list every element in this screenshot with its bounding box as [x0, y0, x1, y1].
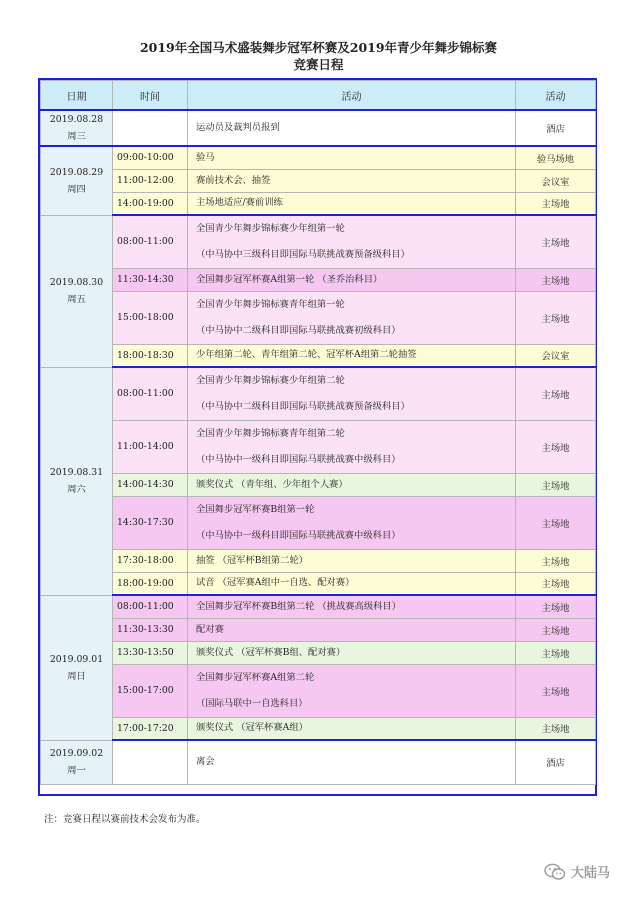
- activity-text: 抽签 （冠军杯B组第二轮）: [196, 554, 309, 566]
- location-cell: 会议室: [516, 344, 596, 367]
- table-header-row: [41, 81, 596, 111]
- activity-text: 赛前技术会、抽签: [196, 174, 271, 186]
- table-row: [41, 641, 596, 664]
- location-cell: 验马场地: [516, 146, 596, 169]
- location-cell: 酒店: [516, 740, 596, 784]
- table-row: [41, 291, 596, 344]
- activity-cell: [188, 268, 516, 291]
- activity-text: 运动员及裁判员报到: [196, 122, 280, 133]
- header-location: 活动: [516, 81, 596, 111]
- location-cell: 主场地: [516, 572, 596, 595]
- date-text: 2019.08.29: [49, 166, 104, 178]
- activity-cell: [188, 169, 516, 192]
- location-cell: 主场地: [516, 192, 596, 215]
- activity-text: 全国舞步冠军杯赛B组第一轮: [196, 503, 315, 515]
- table-row: [41, 367, 596, 420]
- table-row: [41, 268, 596, 291]
- table-row: [41, 110, 596, 146]
- activity-text: 全国青少年舞步锦标赛少年组第二轮: [196, 374, 345, 386]
- table-row: [41, 717, 596, 740]
- wechat-icon: [544, 863, 566, 881]
- activity-cell: [188, 420, 516, 473]
- date-text: 2019.09.01: [49, 653, 104, 665]
- activity-text: 颁奖仪式 （冠军杯赛B组、配对赛）: [196, 646, 346, 658]
- activity-cell: [188, 367, 516, 420]
- weekday-text: 周六: [67, 484, 86, 495]
- table-row: [41, 572, 596, 595]
- location-cell: 主场地: [516, 367, 596, 420]
- table-row: [41, 420, 596, 473]
- location-cell: 主场地: [516, 473, 596, 496]
- time-cell: 11:00-12:00: [113, 169, 188, 192]
- document-title: 2019年全国马术盛装舞步冠军杯赛及2019年青少年舞步锦标赛: [139, 40, 498, 55]
- activity-cell: [188, 595, 516, 618]
- activity-text: 颁奖仪式 （冠军杯赛A组）: [196, 722, 308, 734]
- activity-cell: [188, 110, 516, 146]
- activity-subtext: （中马协中一级科目即国际马联挑战赛中级科目）: [196, 529, 401, 541]
- location-cell: 主场地: [516, 618, 596, 641]
- activity-cell: [188, 641, 516, 664]
- time-cell: 08:00-11:00: [113, 595, 188, 618]
- weekday-text: 周四: [67, 183, 86, 195]
- table-row: [41, 595, 596, 618]
- time-cell: 11:30-13:30: [113, 618, 188, 641]
- activity-cell: [188, 717, 516, 740]
- time-cell: 15:00-18:00: [113, 291, 188, 344]
- location-cell: 主场地: [516, 549, 596, 572]
- table-row: [41, 146, 596, 169]
- footnote: 注：竞赛日程以赛前技术会发布为准。: [44, 814, 206, 825]
- date-cell: [41, 595, 113, 740]
- date-text: 2019.08.31: [49, 467, 104, 478]
- location-cell: 主场地: [516, 496, 596, 549]
- activity-text: 颁奖仪式 （青年组、少年组个人赛）: [196, 478, 348, 490]
- table-row: [41, 664, 596, 717]
- activity-text: 全国青少年舞步锦标赛青年组第一轮: [196, 298, 345, 310]
- watermark: [544, 862, 610, 881]
- time-cell: [113, 740, 188, 784]
- activity-cell: [188, 572, 516, 595]
- activity-text: 全国舞步冠军杯赛A组第一轮 （圣乔治科目）: [196, 273, 383, 285]
- activity-cell: [188, 496, 516, 549]
- activity-cell: [188, 192, 516, 215]
- activity-cell: [188, 618, 516, 641]
- weekday-text: 周一: [67, 765, 86, 776]
- location-cell: 主场地: [516, 268, 596, 291]
- table-row: [41, 215, 596, 268]
- activity-subtext: （中马协中二级科目即国际马联挑战赛预备级科目）: [196, 400, 410, 412]
- date-cell: [41, 215, 113, 367]
- weekday-text: 周三: [67, 131, 86, 142]
- time-cell: 11:00-14:00: [113, 420, 188, 473]
- time-cell: 08:00-11:00: [113, 215, 188, 268]
- table-row: [41, 496, 596, 549]
- location-cell: 会议室: [516, 169, 596, 192]
- activity-cell: [188, 344, 516, 367]
- activity-text: 少年组第二轮、青年组第二轮、冠军杯A组第二轮抽签: [196, 349, 417, 361]
- activity-cell: [188, 740, 516, 784]
- time-cell: 14:00-14:30: [113, 473, 188, 496]
- activity-cell: [188, 146, 516, 169]
- activity-text: 全国舞步冠军杯赛B组第二轮 （挑战赛高级科目）: [196, 600, 402, 612]
- time-cell: 18:00-18:30: [113, 344, 188, 367]
- activity-subtext: （中马协中二级科目即国际马联挑战赛初级科目）: [196, 324, 401, 336]
- location-cell: 主场地: [516, 641, 596, 664]
- activity-text: 全国青少年舞步锦标赛青年组第二轮: [196, 427, 345, 439]
- activity-cell: [188, 549, 516, 572]
- time-cell: 13:30-13:50: [113, 641, 188, 664]
- location-cell: 酒店: [516, 110, 596, 146]
- time-cell: 09:00-10:00: [113, 146, 188, 169]
- time-cell: 15:00-17:00: [113, 664, 188, 717]
- activity-text: 验马: [196, 151, 215, 163]
- activity-text: 全国舞步冠军杯赛A组第二轮: [196, 671, 315, 683]
- activity-text: 试音 （冠军赛A组中一自选、配对赛）: [196, 577, 355, 589]
- activity-subtext: （中马协中三级科目即国际马联挑战赛预备级科目）: [196, 248, 410, 260]
- activity-text: 全国青少年舞步锦标赛少年组第一轮: [196, 222, 345, 234]
- header-activity: 活动: [188, 81, 516, 111]
- header-date: 日期: [41, 81, 113, 111]
- time-cell: 17:30-18:00: [113, 549, 188, 572]
- header-time: 时间: [113, 81, 188, 111]
- table-row: [41, 618, 596, 641]
- time-cell: 18:00-19:00: [113, 572, 188, 595]
- date-cell: [41, 110, 113, 146]
- location-cell: 主场地: [516, 664, 596, 717]
- activity-cell: [188, 215, 516, 268]
- time-cell: 17:00-17:20: [113, 717, 188, 740]
- time-cell: 11:30-14:30: [113, 268, 188, 291]
- date-text: 2019.08.28: [49, 114, 104, 125]
- time-cell: 14:00-19:00: [113, 192, 188, 215]
- location-cell: 主场地: [516, 420, 596, 473]
- date-cell: [41, 146, 113, 215]
- activity-text: 主场地适应/赛前训练: [196, 197, 283, 209]
- table-row: [41, 473, 596, 496]
- table-row: [41, 192, 596, 215]
- time-cell: 08:00-11:00: [113, 367, 188, 420]
- date-text: 2019.09.02: [49, 748, 104, 759]
- table-row: [41, 740, 596, 784]
- activity-text: 离会: [196, 756, 215, 768]
- table-row: [41, 549, 596, 572]
- activity-text: 配对赛: [196, 623, 224, 635]
- activity-cell: [188, 473, 516, 496]
- location-cell: 主场地: [516, 595, 596, 618]
- date-cell: [41, 367, 113, 595]
- activity-subtext: （中马协中一级科目即国际马联挑战赛中级科目）: [196, 453, 401, 465]
- location-cell: 主场地: [516, 291, 596, 344]
- time-cell: [113, 110, 188, 146]
- location-cell: 主场地: [516, 717, 596, 740]
- weekday-text: 周五: [67, 294, 86, 305]
- activity-cell: [188, 291, 516, 344]
- date-text: 2019.08.30: [49, 277, 104, 288]
- weekday-text: 周日: [67, 670, 86, 682]
- schedule-table: [40, 80, 596, 785]
- activity-cell: [188, 664, 516, 717]
- document-subtitle: 竞赛日程: [293, 57, 344, 72]
- time-cell: 14:30-17:30: [113, 496, 188, 549]
- watermark-text: 大陆马: [571, 866, 611, 881]
- date-cell: [41, 740, 113, 784]
- location-cell: 主场地: [516, 215, 596, 268]
- table-row: [41, 344, 596, 367]
- table-row: [41, 169, 596, 192]
- schedule-body: [41, 110, 596, 784]
- activity-subtext: （国际马联中一自选科目）: [196, 697, 308, 709]
